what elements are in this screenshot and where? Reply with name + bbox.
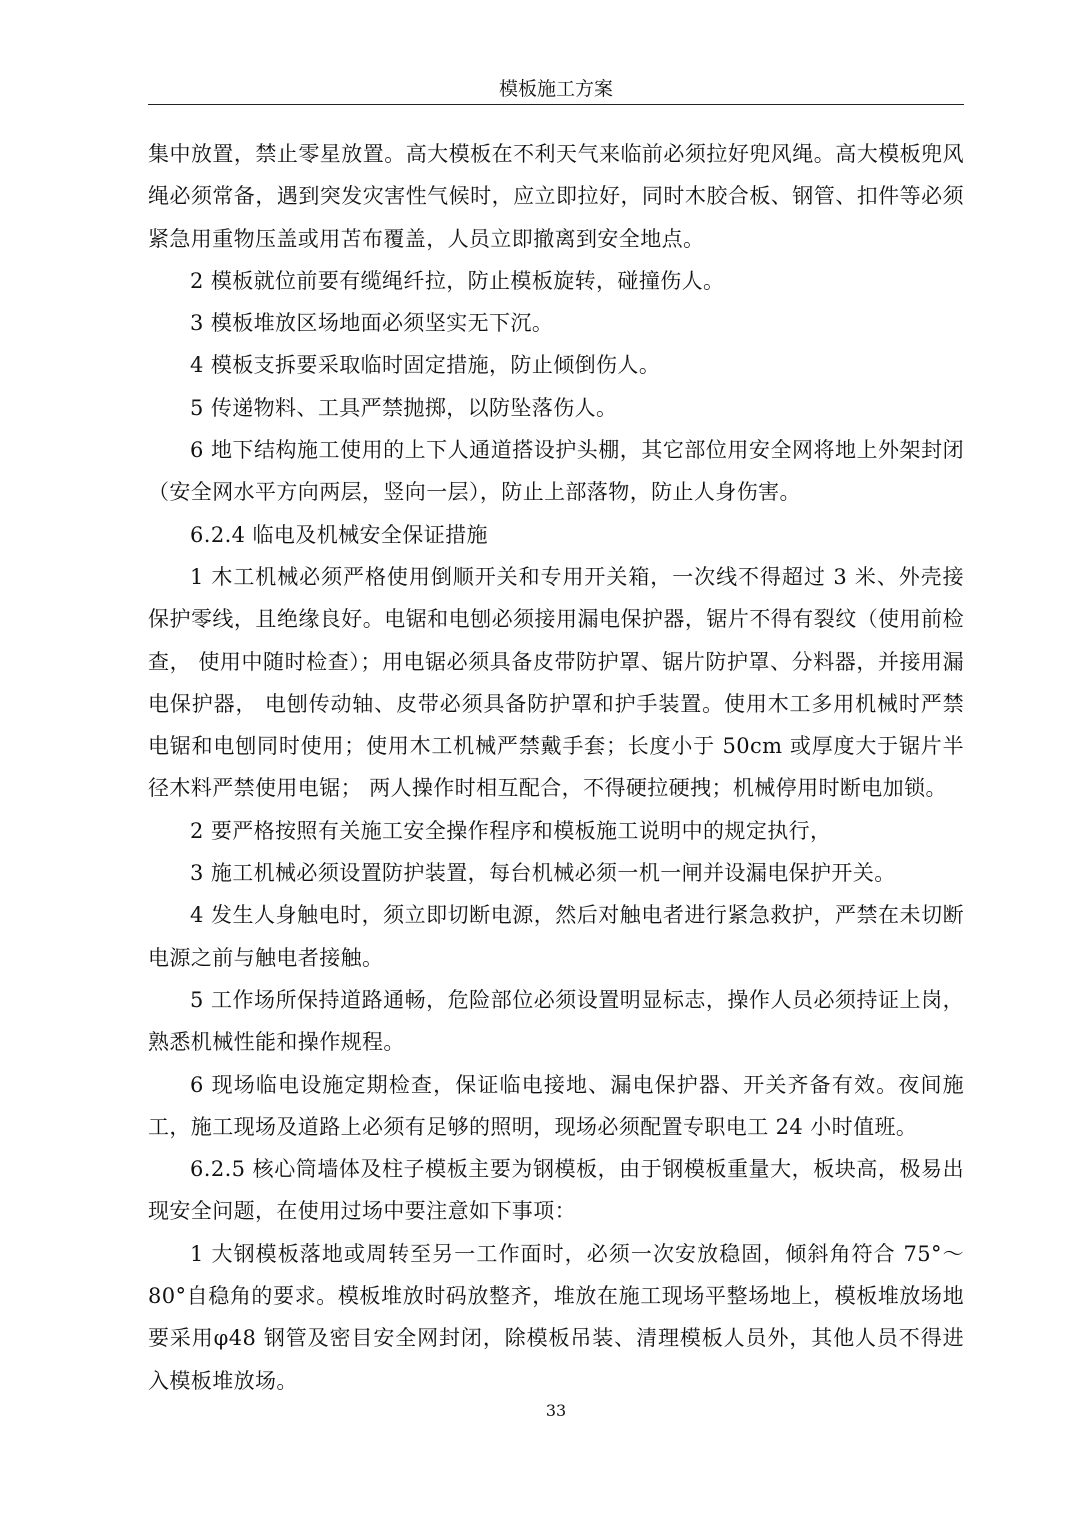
page-header-title: 模板施工方案 — [498, 78, 613, 100]
page-number: 33 — [545, 1401, 567, 1420]
paragraph: 1 大钢模板落地或周转至另一工作面时，必须一次安放稳固，倾斜角符合 75°～80°自稳角的要求。模板堆放时码放整齐，堆放在施工现场平整场地上，模板堆放场地要采用φ48 钢管及密目安全网封闭，除模板吊装、清理模板人员外，其他人员不得进入模板堆放场。 — [148, 1241, 964, 1393]
paragraph: 1 木工机械必须严格使用倒顺开关和专用开关箱，一次线不得超过 3 米、外壳接保护零线，且绝缘良好。电锯和电刨必须接用漏电保护器，锯片不得有裂纹（使用前检查， 使用中随时检查）；用电锯必须具备皮带防护罩、锯片防护罩、分料器，并接用漏电保护器， 电刨传动轴、皮带必须具备防护罩和护手装置。使用木工多用机械时严禁电锯和电刨同时使用；使用木工机械严禁戴手套；长度小于 50cm 或厚度大于锯片半径木料严禁使用电锯； 两人操作时相互配合，不得硬拉硬拽；机械停用时断电加锁。 — [148, 564, 964, 801]
paragraph: 2 模板就位前要有缆绳纤拉，防止模板旋转，碰撞伤人。 — [190, 268, 725, 293]
paragraph: 3 施工机械必须设置防护装置，每台机械必须一机一闸并设漏电保护开关。 — [190, 861, 896, 886]
document-body — [148, 133, 964, 1402]
paragraph: 2 要严格按照有关施工安全操作程序和模板施工说明中的规定执行， — [190, 818, 832, 843]
paragraph: 4 模板支拆要采取临时固定措施，防止倾倒伤人。 — [190, 353, 661, 378]
section-heading: 6.2.4 临电及机械安全保证措施 — [190, 522, 488, 547]
paragraph: 5 工作场所保持道路通畅，危险部位必须设置明显标志，操作人员必须持证上岗，熟悉机械性能和操作规程。 — [148, 987, 964, 1055]
paragraph: 5 传递物料、工具严禁抛掷，以防坠落伤人。 — [190, 395, 618, 420]
header-divider — [148, 104, 964, 105]
paragraph: 3 模板堆放区场地面必须坚实无下沉。 — [190, 311, 554, 336]
section-paragraph: 6.2.5 核心筒墙体及柱子模板主要为钢模板，由于钢模板重量大，板块高，极易出现安全问题，在使用过场中要注意如下事项： — [148, 1157, 964, 1224]
paragraph: 4 发生人身触电时，须立即切断电源，然后对触电者进行紧急救护，严禁在未切断电源之前与触电者接触。 — [148, 903, 964, 970]
paragraph: 6 地下结构施工使用的上下人通道搭设护头棚，其它部位用安全网将地上外架封闭（安全网水平方向两层，竖向一层），防止上部落物，防止人身伤害。 — [148, 438, 964, 505]
paragraph: 集中放置，禁止零星放置。高大模板在不利天气来临前必须拉好兜风绳。高大模板兜风绳必须常备，遇到突发灾害性气候时，应立即拉好，同时木胶合板、钢管、扣件等必须紧急用重物压盖或用苫布覆盖，人员立即撤离到安全地点。 — [148, 142, 964, 251]
paragraph: 6 现场临电设施定期检查，保证临电接地、漏电保护器、开关齐备有效。夜间施工，施工现场及道路上必须有足够的照明，现场必须配置专职电工 24 小时值班。 — [148, 1072, 964, 1139]
